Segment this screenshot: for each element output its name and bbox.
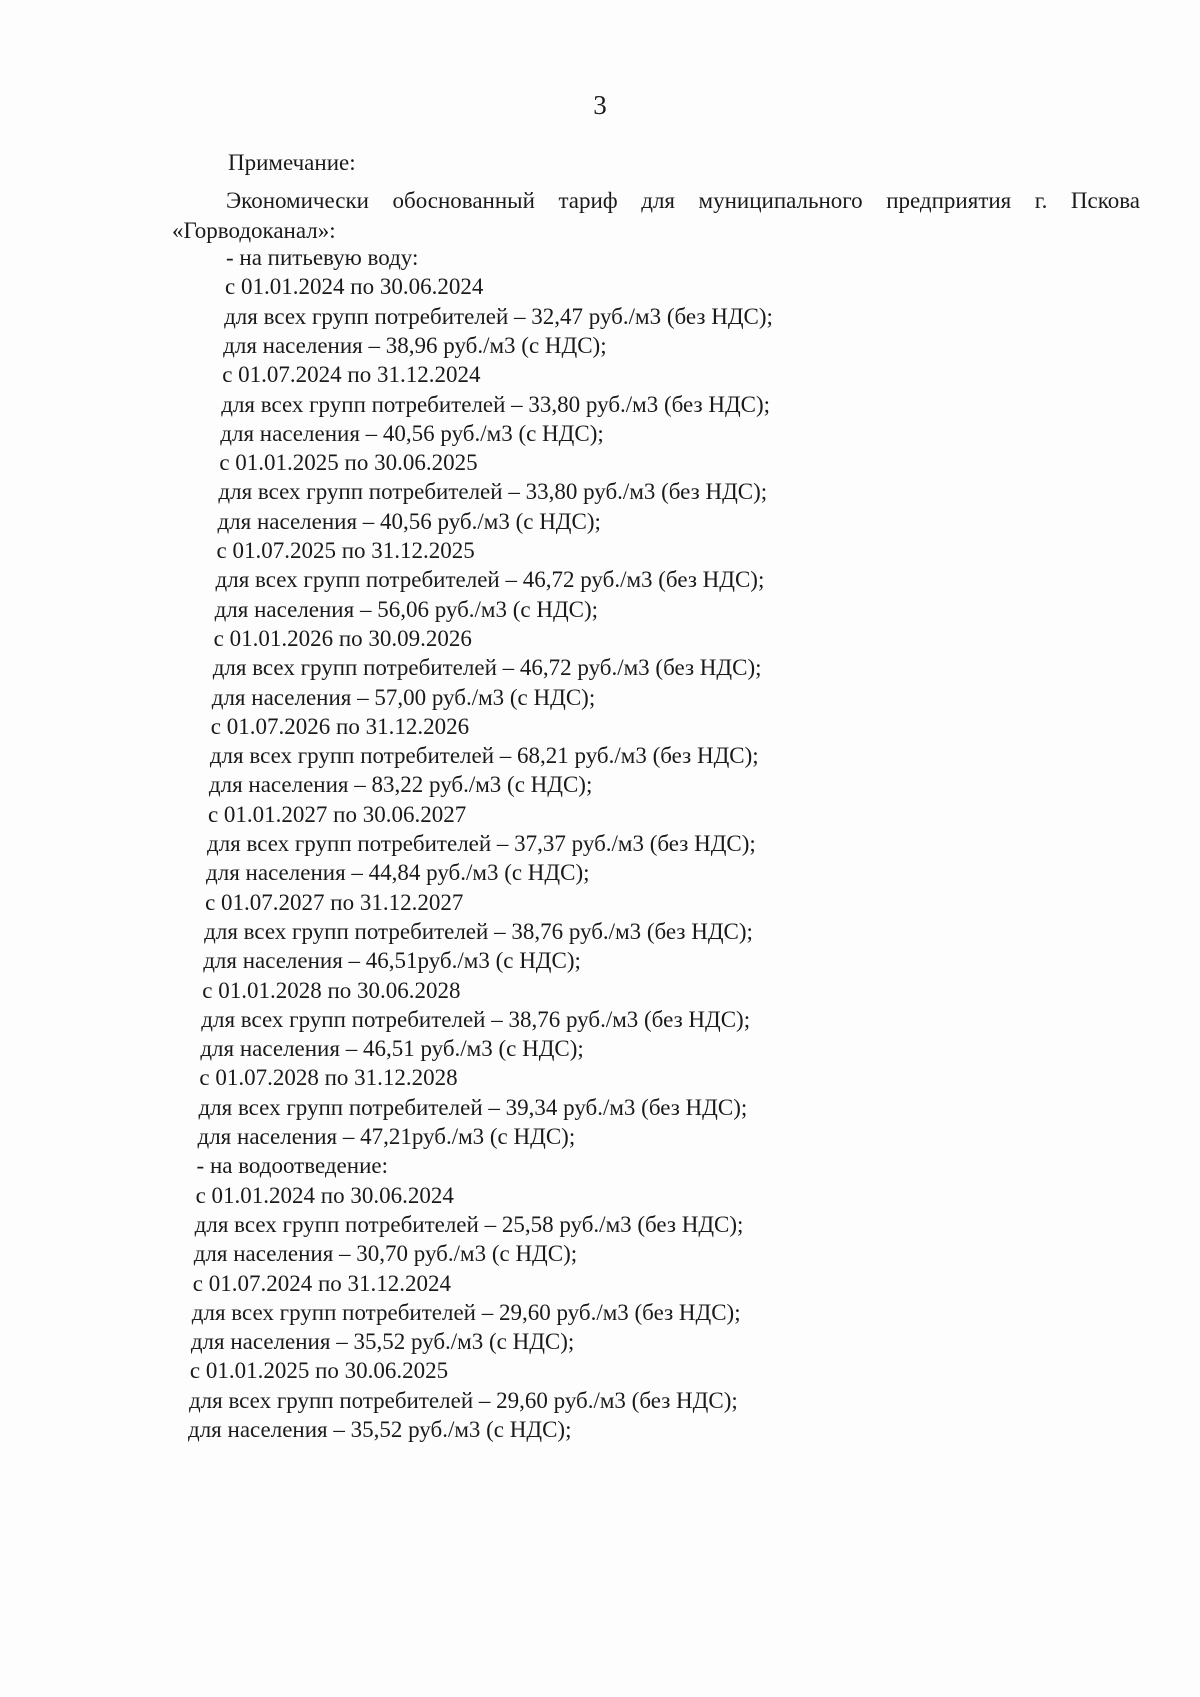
tariff-line: для всех групп потребителей – 68,21 руб./м3 (без НДС); [209,743,759,769]
tariff-line: для населения – 30,70 руб./м3 (с НДС); [193,1241,578,1267]
tariff-line: для населения – 35,52 руб./м3 (с НДС); [188,1417,572,1442]
tariff-line: для населения – 35,52 руб./м3 (с НДС); [190,1329,575,1355]
tariff-line: для всех групп потребителей – 37,37 руб./м3 (без НДС); [207,831,756,856]
tariff-line: для населения – 40,56 руб./м3 (с НДС); [217,508,601,534]
tariff-line: для всех групп потребителей – 29,60 руб./м3 (без НДС); [191,1299,741,1325]
tariff-line: для всех групп потребителей – 46,72 руб./м3 (без НДС); [215,567,765,593]
tariff-line: для всех групп потребителей – 33,80 руб./м3 (без НДС); [218,479,768,505]
tariff-line: для населения – 57,00 руб./м3 (с НДС); [211,684,596,710]
tariff-line: для всех групп потребителей – 39,34 руб./м3 (без НДС); [198,1094,748,1120]
tariff-line: для населения – 46,51 руб./м3 (с НДС); [200,1036,584,1062]
tariff-line: для всех групп потребителей – 38,76 руб./м3 (без НДС); [204,918,753,944]
tariff-line: для населения – 44,84 руб./м3 (с НДС); [206,860,590,886]
tariff-line: с 01.01.2025 по 30.06.2025 [189,1358,449,1384]
tariff-line: с 01.07.2024 по 31.12.2024 [192,1270,452,1296]
tariff-line: с 01.07.2028 по 31.12.2028 [199,1065,458,1091]
tariff-line: для населения – 38,96 руб./м3 (с НДС); [223,332,607,358]
intro-paragraph: Экономически обоснованный тариф для муниципального предприятия г. Пскова «Горводоканал»: [172,188,1140,243]
tariff-line: с 01.01.2026 по 30.09.2026 [213,625,472,651]
tariff-line: для населения – 83,22 руб./м3 (с НДС); [208,772,593,798]
tariff-line: для населения – 47,21руб./м3 (с НДС); [197,1124,576,1149]
note-heading: Примечание: [228,150,356,175]
tariff-line: для всех групп потребителей – 25,58 руб./м3 (без НДС); [194,1211,744,1237]
tariff-line: с 01.01.2025 по 30.06.2025 [219,450,478,476]
tariff-line: с 01.01.2024 по 30.06.2024 [195,1182,454,1208]
tariff-line: с 01.01.2027 по 30.06.2027 [207,801,467,827]
tariff-line: для населения – 40,56 руб./м3 (с НДС); [220,420,604,446]
tariff-line: - на питьевую воду: [226,245,419,270]
tariff-line: с 01.01.2028 по 30.06.2028 [202,977,461,1003]
tariff-line: для всех групп потребителей – 32,47 руб./м3 (без НДС); [224,303,773,329]
tariff-line: - на водоотведение: [196,1153,388,1179]
tariff-line: с 01.07.2026 по 31.12.2026 [210,713,470,739]
tariff-line: для всех групп потребителей – 46,72 руб./м3 (без НДС); [212,655,762,681]
page-number: 3 [593,90,607,120]
tariff-line: с 01.07.2027 по 31.12.2027 [205,889,464,915]
tariff-line: для населения – 46,51руб./м3 (с НДС); [203,948,581,974]
tariff-line: с 01.07.2025 по 31.12.2025 [216,538,475,563]
tariff-line: для всех групп потребителей – 29,60 руб./м3 (без НДС); [188,1387,738,1413]
tariff-line: с 01.01.2024 по 30.06.2024 [225,274,484,300]
tariff-line: с 01.07.2024 по 31.12.2024 [222,362,481,388]
tariff-line: для всех групп потребителей – 38,76 руб./м3 (без НДС); [201,1006,751,1032]
tariff-line: для всех групп потребителей – 33,80 руб./м3 (без НДС); [221,391,771,417]
tariff-line: для населения – 56,06 руб./м3 (с НДС); [214,596,599,622]
